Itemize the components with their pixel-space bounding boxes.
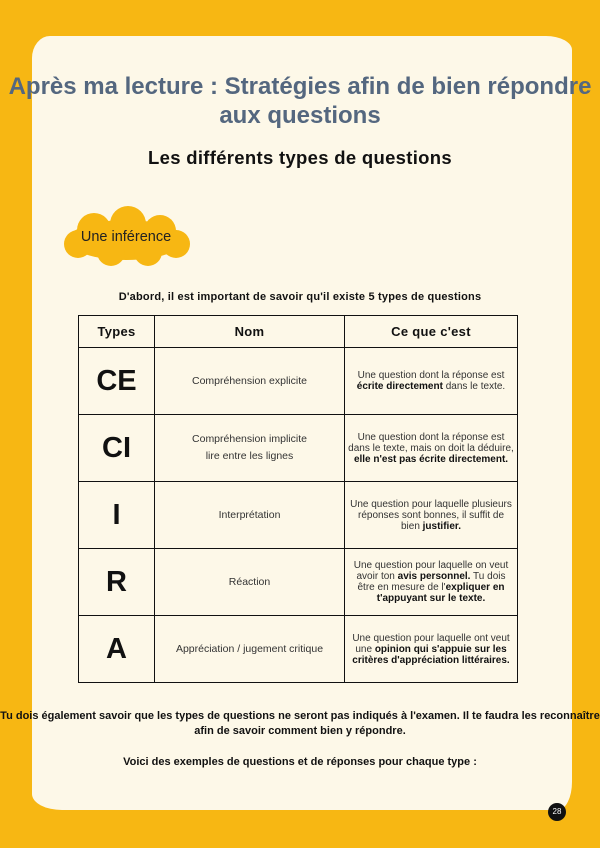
question-type-description <box>345 616 518 683</box>
page-number: 28 <box>548 803 566 821</box>
header-nom: Nom <box>155 316 345 348</box>
question-type-name <box>155 415 345 482</box>
question-type-description <box>345 482 518 549</box>
question-type-name-line: Interprétation <box>218 508 281 521</box>
question-type-description <box>345 549 518 616</box>
page-title: Après ma lecture : Stratégies afin de bien répondre aux questions <box>8 73 592 129</box>
question-type-code: R <box>79 549 155 616</box>
description-emphasis: écrite directement <box>356 381 443 392</box>
intro-text: D'abord, il est important de savoir qu'il existe 5 types de questions <box>118 291 482 303</box>
description-emphasis: expliquer en t'appuyant sur le texte. <box>376 582 505 604</box>
question-type-name-line: Réaction <box>228 575 271 588</box>
inference-tag: Une inférence <box>80 229 172 245</box>
header-types: Types <box>79 316 155 348</box>
description-text: Une question pour laquelle plusieurs réponses sont bonnes, il suffit de bien <box>350 498 512 532</box>
table-row <box>79 348 518 415</box>
section-subtitle: Les différents types de questions <box>148 147 452 168</box>
footer-note: Tu dois également savoir que les types de questions ne seront pas indiqués à l'examen. Il te faudra les reconnaître afin de savoir comment bien y répondre. <box>0 710 600 737</box>
question-type-description <box>345 348 518 415</box>
description-text: Une question pour laquelle ont veut une <box>352 632 510 655</box>
question-type-description <box>345 415 518 482</box>
table-row <box>79 616 518 683</box>
description-text: Une question dont la réponse est <box>357 370 505 381</box>
question-type-name-line: Compréhension implicite <box>192 433 307 445</box>
question-type-name <box>155 348 345 415</box>
question-type-name <box>155 549 345 616</box>
description-emphasis: elle n'est pas écrite directement. <box>353 453 509 465</box>
question-type-code: I <box>79 482 155 549</box>
question-types-table <box>78 315 518 683</box>
question-type-name-line: Compréhension explicite <box>192 374 307 387</box>
description-text: Tu dois être en mesure de l' <box>357 571 506 593</box>
question-type-code: CI <box>79 415 155 482</box>
table-header-row <box>79 316 518 348</box>
table-row <box>79 482 518 549</box>
question-type-name <box>155 616 345 683</box>
question-type-code: CE <box>79 348 155 415</box>
description-text: dans le texte. <box>442 381 506 392</box>
question-type-name-line: Appréciation / jugement critique <box>175 642 324 655</box>
question-type-name <box>155 482 345 549</box>
description-emphasis: justifier. <box>422 520 462 532</box>
question-type-code: A <box>79 616 155 683</box>
question-type-name-line: lire entre les lignes <box>205 450 294 462</box>
table-row <box>79 549 518 616</box>
table-row <box>79 415 518 482</box>
description-emphasis: opinion qui s'appuie sur les critères d'appréciation littéraires. <box>352 643 510 666</box>
description-text: Une question pour laquelle on veut avoir ton <box>353 560 509 582</box>
header-description: Ce que c'est <box>345 316 518 348</box>
description-text: Une question dont la réponse est dans le texte, mais on doit la déduire, <box>348 431 514 454</box>
description-emphasis: avis personnel. <box>397 571 471 582</box>
footer-examples-intro: Voici des exemples de questions et de réponses pour chaque type : <box>123 756 477 768</box>
